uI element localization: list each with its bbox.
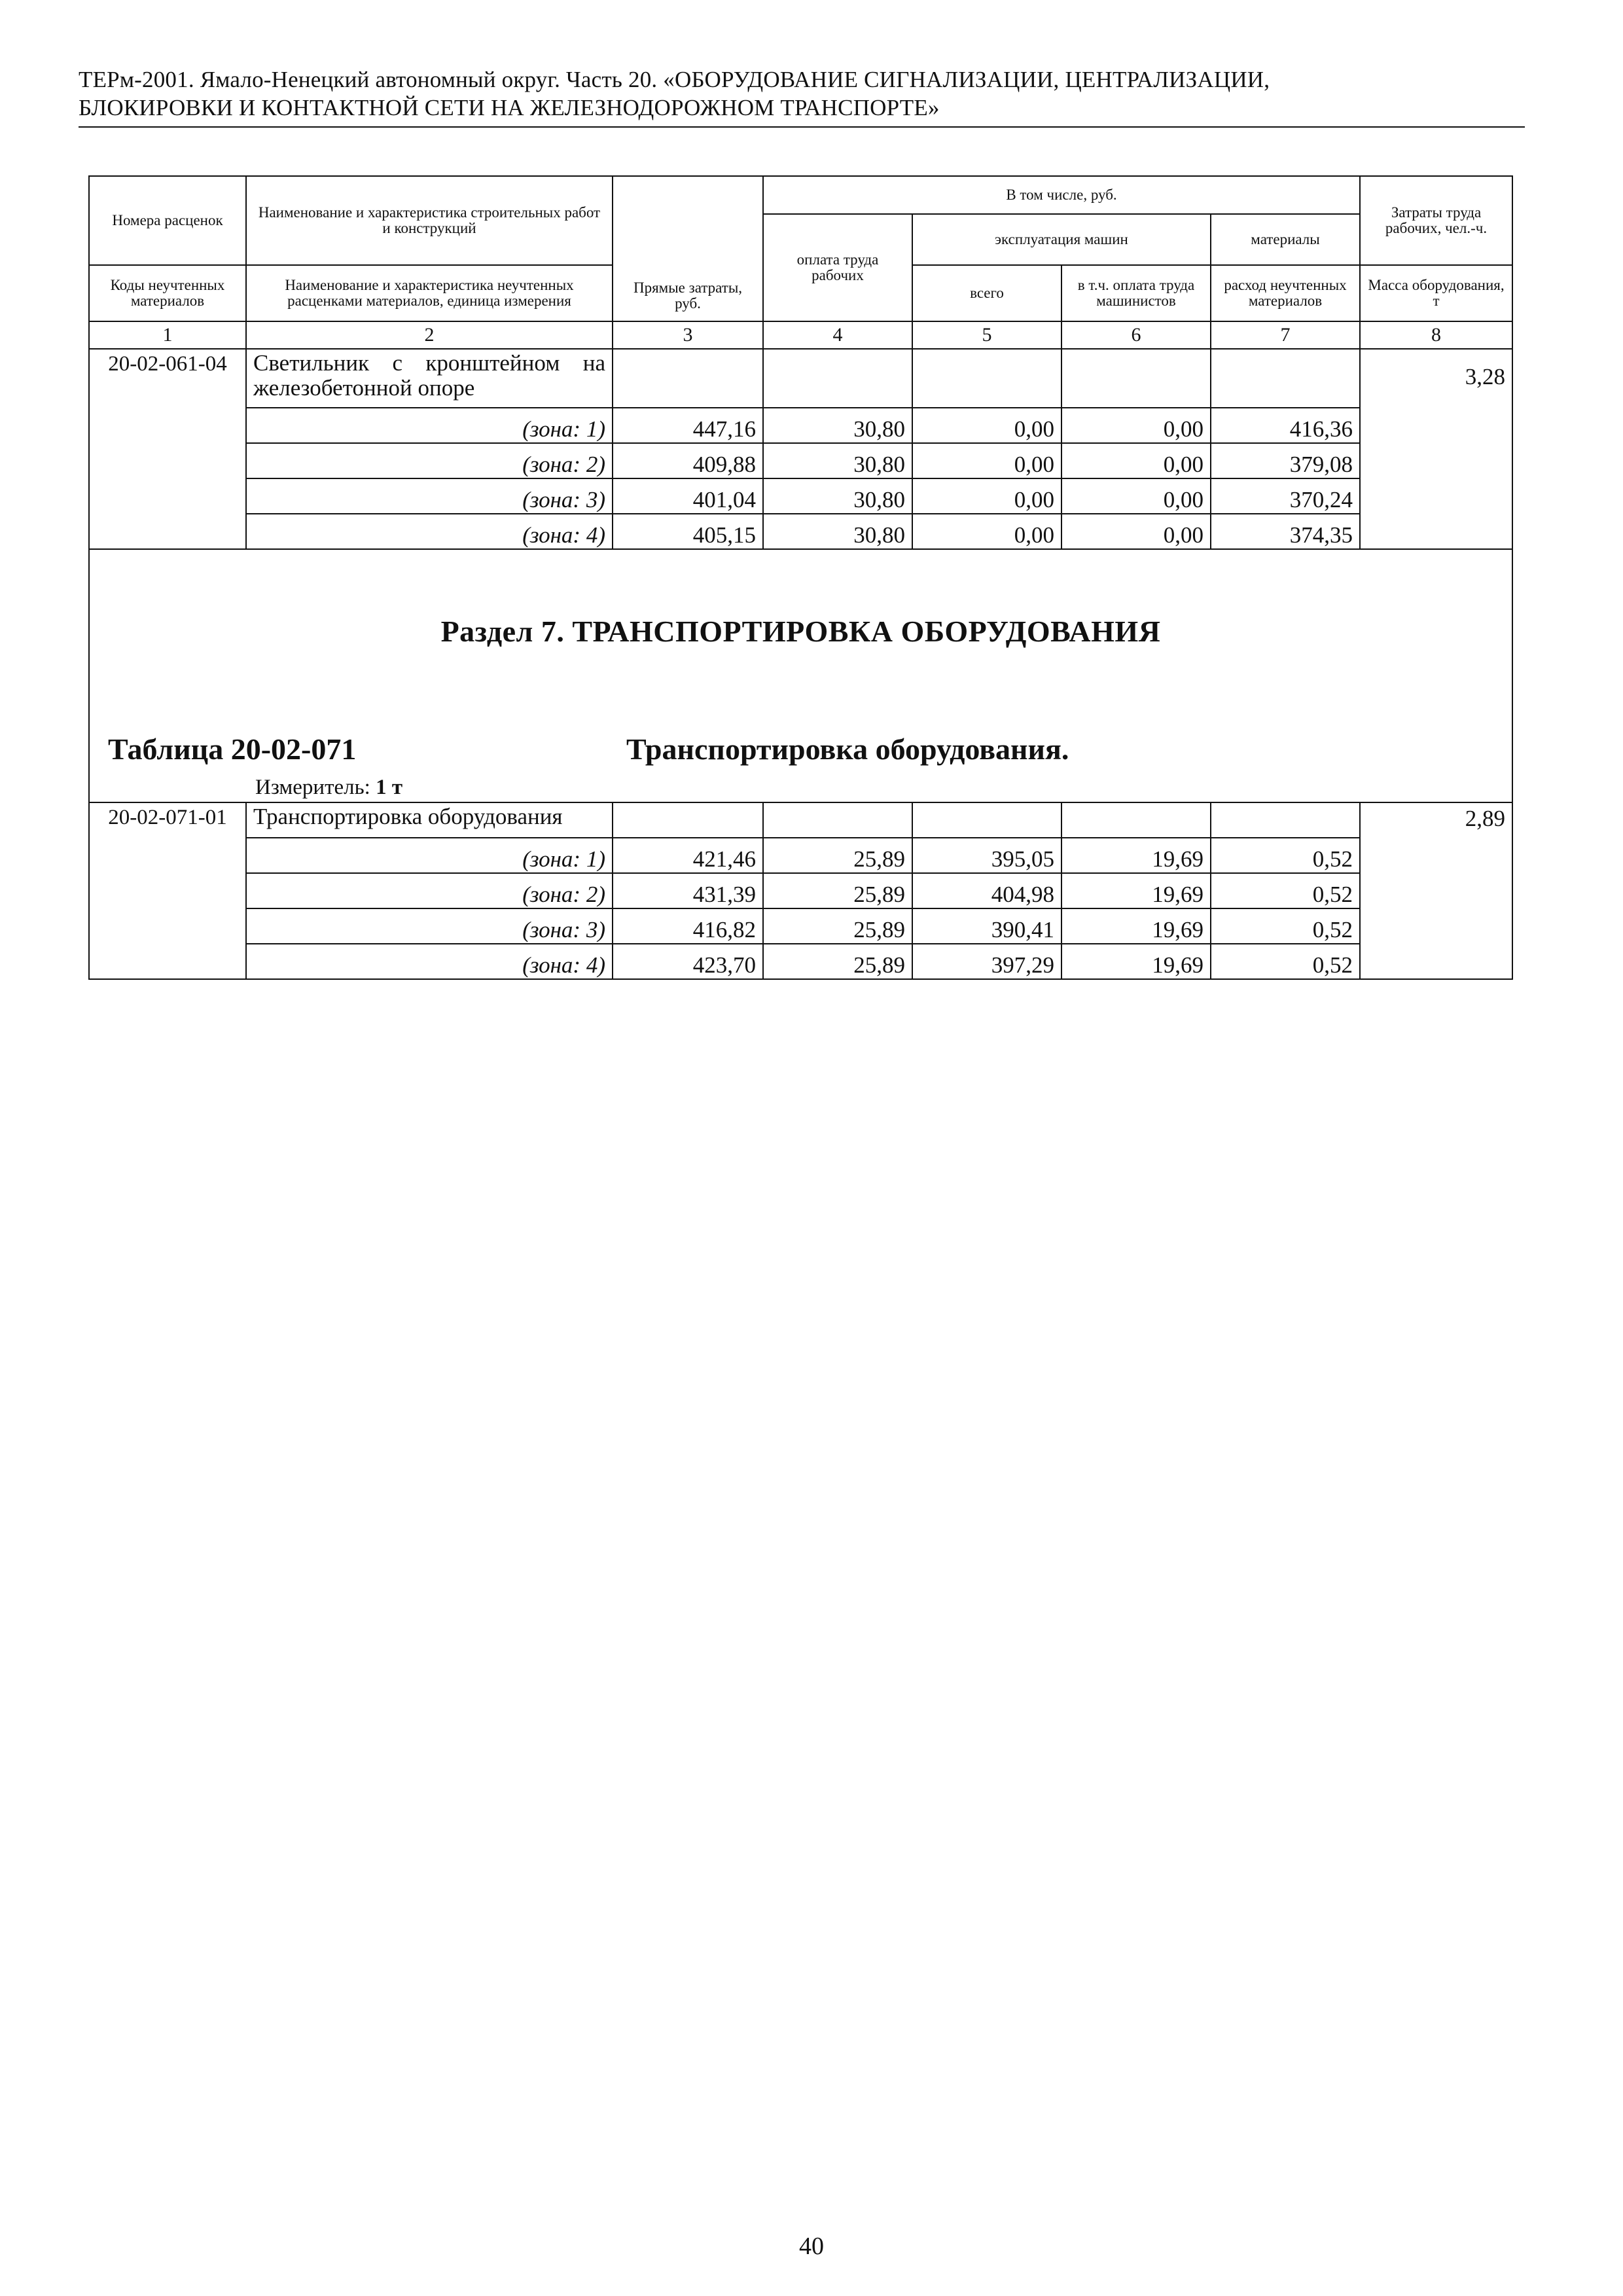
labor-pay: 25,89 xyxy=(763,873,912,908)
direct-costs: 409,88 xyxy=(613,443,763,478)
labor-pay: 30,80 xyxy=(763,514,912,549)
machines-total: 397,29 xyxy=(912,944,1061,979)
machines-total: 395,05 xyxy=(912,838,1061,873)
column-number: 3 xyxy=(613,321,763,349)
materials-cost: 416,36 xyxy=(1211,408,1360,443)
header-machines: эксплуатация машин xyxy=(912,214,1211,265)
column-number: 8 xyxy=(1360,321,1512,349)
operators-pay: 0,00 xyxy=(1061,408,1211,443)
operators-pay: 0,00 xyxy=(1061,478,1211,514)
zone-label: (зона: 3) xyxy=(246,478,613,514)
machines-total: 390,41 xyxy=(912,908,1061,944)
column-number: 6 xyxy=(1061,321,1211,349)
zone-label: (зона: 1) xyxy=(246,838,613,873)
labor-pay: 30,80 xyxy=(763,478,912,514)
rate-name: Транспортировка оборудования xyxy=(246,802,613,838)
header-materials-consumption: расход неучтенных материалов xyxy=(1211,265,1360,321)
mass-value: 2,89 xyxy=(1360,802,1512,979)
table-row xyxy=(89,838,1512,873)
machines-total: 0,00 xyxy=(912,514,1061,549)
header-rule xyxy=(79,126,1525,128)
header-machines-total: всего xyxy=(912,265,1061,321)
materials-cost: 379,08 xyxy=(1211,443,1360,478)
operators-pay: 19,69 xyxy=(1061,838,1211,873)
table-row xyxy=(89,478,1512,514)
machines-total: 0,00 xyxy=(912,408,1061,443)
column-number: 1 xyxy=(89,321,246,349)
column-number: 5 xyxy=(912,321,1061,349)
zone-label: (зона: 1) xyxy=(246,408,613,443)
column-number: 2 xyxy=(246,321,613,349)
page-header xyxy=(79,65,1522,122)
labor-pay: 30,80 xyxy=(763,443,912,478)
materials-cost: 370,24 xyxy=(1211,478,1360,514)
table-row xyxy=(89,408,1512,443)
header-line-2: БЛОКИРОВКИ И КОНТАКТНОЙ СЕТИ НА ЖЕЛЕЗНОДОРОЖНОМ ТРАНСПОРТЕ» xyxy=(79,95,940,120)
materials-cost: 0,52 xyxy=(1211,908,1360,944)
table-row xyxy=(89,944,1512,979)
table-row xyxy=(89,873,1512,908)
header-labor-hours: Затраты труда рабочих, чел.-ч. xyxy=(1360,176,1512,265)
zone-label: (зона: 4) xyxy=(246,514,613,549)
direct-costs: 447,16 xyxy=(613,408,763,443)
labor-pay: 25,89 xyxy=(763,838,912,873)
direct-costs: 423,70 xyxy=(613,944,763,979)
section-row xyxy=(89,549,1512,802)
operators-pay: 0,00 xyxy=(1061,443,1211,478)
header-materials: материалы xyxy=(1211,214,1360,265)
materials-cost: 0,52 xyxy=(1211,838,1360,873)
table-caption: Транспортировка оборудования. xyxy=(626,732,1069,766)
rate-name: Светильник с кронштейном на железобетонной опоре xyxy=(246,349,613,408)
header-equipment-mass: Масса оборудования, т xyxy=(1360,265,1512,321)
operators-pay: 19,69 xyxy=(1061,873,1211,908)
table-row xyxy=(89,908,1512,944)
section-block xyxy=(89,549,1512,802)
operators-pay: 0,00 xyxy=(1061,514,1211,549)
table-row xyxy=(89,802,1512,838)
header-operators-pay: в т.ч. оплата труда машинистов xyxy=(1061,265,1211,321)
zone-label: (зона: 3) xyxy=(246,908,613,944)
measure-label: Измеритель: xyxy=(255,776,370,799)
header-work-name: Наименование и характеристика строительных работ и конструкций xyxy=(246,176,613,265)
labor-pay: 25,89 xyxy=(763,908,912,944)
table-row xyxy=(89,349,1512,408)
direct-costs: 401,04 xyxy=(613,478,763,514)
page-number: 40 xyxy=(799,2233,824,2260)
column-numbers-row xyxy=(89,321,1512,349)
materials-cost: 0,52 xyxy=(1211,873,1360,908)
header-line-1: ТЕРм-2001. Ямало-Ненецкий автономный округ. Часть 20. «ОБОРУДОВАНИЕ СИГНАЛИЗАЦИИ, ЦЕНТРАЛИЗАЦИИ, xyxy=(79,67,1270,92)
header-including: В том числе, руб. xyxy=(763,176,1360,214)
header-labor-pay: оплата труда рабочих xyxy=(763,214,912,321)
section-title: Раздел 7. ТРАНСПОРТИРОВКА ОБОРУДОВАНИЯ xyxy=(440,615,1161,648)
zone-label: (зона: 2) xyxy=(246,443,613,478)
column-number: 4 xyxy=(763,321,912,349)
mass-value: 3,28 xyxy=(1360,349,1512,549)
direct-costs: 421,46 xyxy=(613,838,763,873)
direct-costs: 416,82 xyxy=(613,908,763,944)
rates-table xyxy=(88,175,1513,980)
header-unaccounted-codes: Коды неучтенных материалов xyxy=(89,265,246,321)
direct-costs: 405,15 xyxy=(613,514,763,549)
labor-pay: 25,89 xyxy=(763,944,912,979)
table-title: Таблица 20-02-071 xyxy=(108,732,357,766)
rate-code: 20-02-071-01 xyxy=(89,802,246,979)
machines-total: 0,00 xyxy=(912,443,1061,478)
measure-unit xyxy=(255,776,402,800)
labor-pay: 30,80 xyxy=(763,408,912,443)
operators-pay: 19,69 xyxy=(1061,944,1211,979)
header-direct-costs: Прямые затраты, руб. xyxy=(613,176,763,321)
machines-total: 0,00 xyxy=(912,478,1061,514)
direct-costs: 431,39 xyxy=(613,873,763,908)
zone-label: (зона: 4) xyxy=(246,944,613,979)
column-number: 7 xyxy=(1211,321,1360,349)
machines-total: 404,98 xyxy=(912,873,1061,908)
table-row xyxy=(89,514,1512,549)
measure-value: 1 т xyxy=(376,776,403,799)
materials-cost: 374,35 xyxy=(1211,514,1360,549)
materials-cost: 0,52 xyxy=(1211,944,1360,979)
operators-pay: 19,69 xyxy=(1061,908,1211,944)
zone-label: (зона: 2) xyxy=(246,873,613,908)
header-rate-numbers: Номера расценок xyxy=(89,176,246,265)
header-unaccounted-names: Наименование и характеристика неучтенных расценками материалов, единица измерения xyxy=(246,265,613,321)
table-row xyxy=(89,443,1512,478)
rate-code: 20-02-061-04 xyxy=(89,349,246,549)
